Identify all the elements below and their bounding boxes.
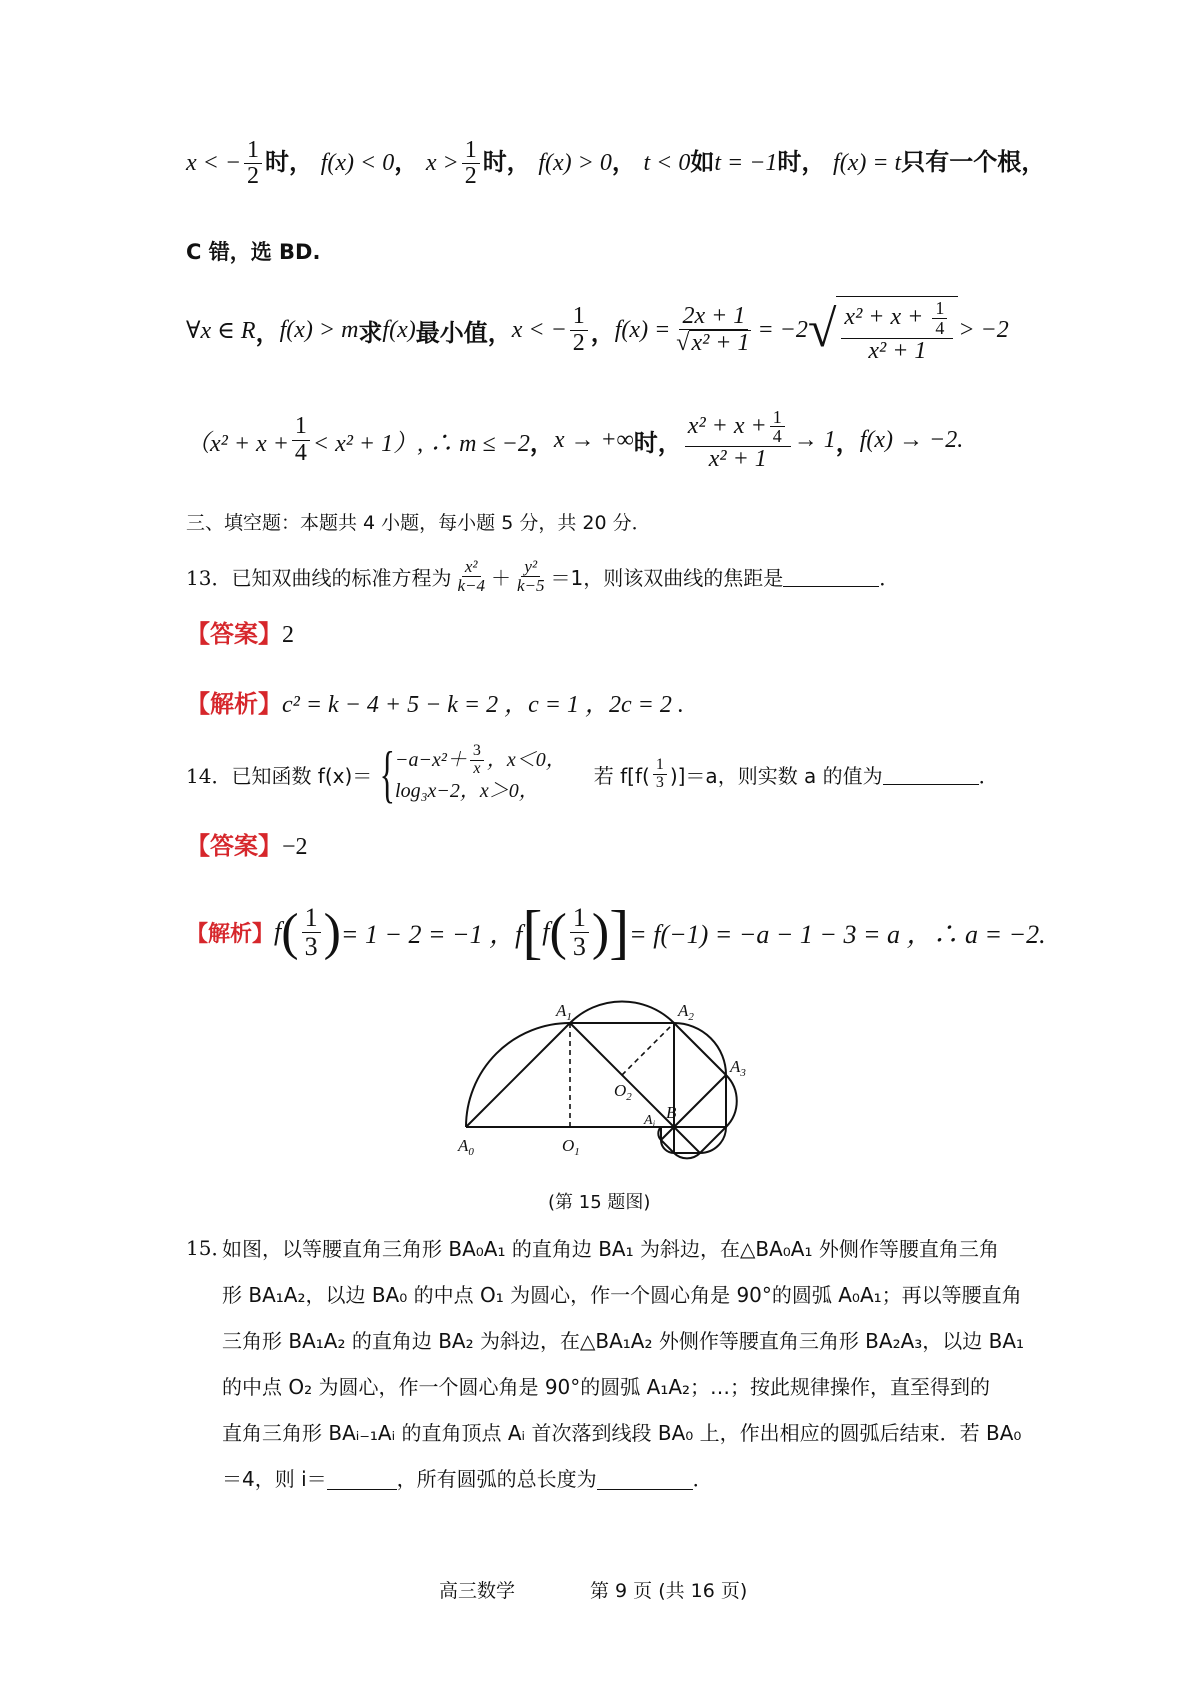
fraction-den: 3 [304, 931, 318, 961]
math-text: x → +∞ [553, 426, 634, 453]
fraction-num: 1 [244, 138, 262, 164]
label-a3: $A_3$ [730, 1057, 746, 1079]
q15-line: 形 BA₁A₂，以边 BA₀ 的中点 O₁ 为圆心，作一个圆心角是 90°的圆弧 A₀A₁；再以等腰直角 [222, 1283, 1022, 1307]
math-text: x > [425, 150, 459, 177]
label-o2: $O_2$ [614, 1081, 632, 1103]
fraction-num: 1 [292, 414, 310, 440]
fraction [770, 408, 785, 447]
math-text: −a−x²＋ [395, 749, 467, 771]
math-text: f(x) → −2. [859, 426, 964, 453]
math-text: = 1 − 2 = −1 ，f [340, 919, 523, 949]
case-1 [395, 743, 566, 778]
q13-analysis [186, 684, 684, 719]
fraction-num: 1 [462, 138, 480, 164]
segment-a5-b [674, 1127, 700, 1153]
text: ， [835, 428, 860, 457]
fraction-num [685, 408, 791, 448]
question-13 [186, 546, 899, 606]
fraction [462, 138, 480, 189]
question-text: 若 f[f( [593, 763, 650, 788]
prev-line-2: C 错，选 BD. [186, 240, 321, 264]
fraction [244, 138, 262, 189]
question-number: 14． [186, 763, 232, 788]
q15-line: 三角形 BA₁A₂ 的直角边 BA₂ 为斜边，在△BA₁A₂ 外侧作等腰直角三角形 BA₂A₃，以边 BA₁ [222, 1329, 1025, 1353]
fraction-num: 1 [302, 904, 321, 932]
math-text: x² + x + [687, 412, 767, 439]
fraction [570, 304, 588, 355]
math-text: x < − [186, 150, 242, 177]
fraction-num: 2x + 1 [679, 304, 748, 330]
answer-blank[interactable] [783, 566, 879, 587]
text: ． [692, 1467, 713, 1491]
question-text: )]＝a，则实数 a 的值为 [669, 763, 883, 788]
footer-page: 第 9 页 (共 16 页) [590, 1580, 748, 1602]
sqrt-content: x² + 1 [691, 330, 750, 356]
fraction-den: x [473, 760, 481, 777]
fraction [302, 904, 321, 960]
segment-a0-a1 [466, 1023, 570, 1127]
text: ． [879, 565, 900, 590]
fraction-den: k−4 [457, 575, 485, 595]
fraction [653, 757, 667, 792]
fraction-den: √x² + 1 [676, 330, 750, 356]
text: ， [529, 428, 554, 457]
analysis-tag: 【解析】 [186, 921, 275, 947]
prev-line-4 [186, 400, 963, 480]
q14-analysis [186, 888, 1046, 976]
math-text: t < 0 [643, 150, 691, 177]
figure-15 [450, 990, 770, 1175]
text: 时， [265, 148, 314, 177]
fraction-den: 2 [572, 329, 585, 356]
paren-close: ) [591, 903, 610, 961]
fraction-den: 4 [772, 426, 782, 447]
piecewise-function [372, 738, 566, 809]
fraction [841, 299, 953, 364]
math-text: f(x) > 0 [538, 150, 612, 177]
arc-a1-a2 [570, 1001, 674, 1023]
text: ，所有圆弧的总长度为 [396, 1467, 597, 1491]
question-text: 已知双曲线的标准方程为 [231, 565, 452, 590]
prev-line-3 [186, 282, 1009, 378]
answer-tag: 【答案】 [186, 832, 282, 860]
text: ， [394, 148, 419, 177]
text: 时， [482, 148, 531, 177]
label-a0: $A_0$ [458, 1136, 474, 1158]
fraction [685, 408, 791, 473]
fraction [470, 743, 484, 778]
paren-close: ) [323, 903, 341, 961]
question-text: 已知函数 f(x)＝ [231, 763, 373, 788]
q15-line [222, 1456, 1042, 1502]
math-text: x² + x + [844, 303, 930, 330]
math-text: ＋ [490, 565, 511, 590]
label-b: B [666, 1103, 677, 1122]
segment-a3-b [674, 1075, 726, 1127]
analysis-text: c² = k − 4 + 5 − k = 2 ，c = 1 ，2c = 2 . [282, 692, 684, 718]
text: ， [590, 318, 615, 347]
footer-subject: 高三数学 [439, 1580, 516, 1602]
paren-open: ( [281, 903, 299, 961]
text: ， [255, 318, 280, 347]
answer-blank-i[interactable] [327, 1469, 397, 1490]
q15-line: 如图，以等腰直角三角形 BA₀A₁ 的直角边 BA₁ 为斜边，在△BA₀A₁ 外侧作等腰直角三角 [222, 1237, 999, 1261]
answer-blank-length[interactable] [597, 1469, 693, 1490]
segment-a7-b [661, 1127, 674, 1140]
math-text: ∀x ∈ R [186, 317, 256, 344]
q14-answer [186, 826, 308, 861]
section-heading: 三、填空题：本题共 4 小题，每小题 5 分，共 20 分． [186, 512, 651, 534]
fraction [292, 414, 310, 465]
fraction [673, 304, 754, 356]
text: 求 [358, 318, 383, 347]
analysis-tag: 【解析】 [186, 690, 282, 718]
fraction [932, 299, 947, 338]
fraction-den: 3 [572, 931, 586, 961]
text: 时， [777, 148, 826, 177]
text: ， [611, 148, 636, 177]
cases [395, 743, 566, 805]
math-text: f [542, 917, 550, 946]
fraction [570, 904, 589, 960]
fraction-num: 1 [653, 757, 667, 775]
fraction-den: k−5 [516, 575, 545, 595]
fraction-num: 1 [932, 299, 947, 319]
text: 最小值， [415, 318, 512, 347]
label-a1: $A_1$ [556, 1001, 572, 1023]
fraction-num: 1 [570, 904, 589, 932]
q15-line: 直角三角形 BAᵢ₋₁Aᵢ 的直角顶点 Aᵢ 首次落到线段 BA₀ 上，作出相应的圆弧后结束．若 BA₀ [222, 1421, 1022, 1445]
math-text: （x² + x + [186, 430, 289, 457]
fraction-num: y² [521, 558, 540, 577]
q13-answer [186, 614, 294, 649]
math-text: = −2 [757, 316, 808, 343]
label-o1: $O_1$ [562, 1136, 580, 1158]
text: 只有一个根， [901, 148, 1046, 177]
fraction-den: 4 [935, 317, 945, 338]
sqrt-content [836, 296, 958, 364]
math-text: f(x) < 0 [320, 150, 395, 177]
bracket-close: ] [609, 898, 630, 965]
prev-line-1 [186, 138, 1045, 189]
text: ． [978, 763, 999, 788]
label-ai: $A_i$ [644, 1113, 656, 1129]
arc-a3-a4 [726, 1075, 737, 1127]
segment-o2-a2 [622, 1023, 674, 1075]
math-text: f(x) > m [279, 316, 359, 343]
math-text: t = −1 [714, 150, 778, 177]
q15-number: 15． [186, 1236, 232, 1260]
sqrt-sign: √ [807, 301, 837, 358]
bracket-open: [ [522, 898, 543, 965]
math-text: f(x) = [614, 316, 671, 343]
figure-caption: (第 15 题图) [548, 1192, 651, 1213]
math-text: f(x) = t [833, 150, 902, 177]
question-text: ＝1，则该双曲线的焦距是 [550, 565, 784, 590]
answer-value: 2 [282, 622, 294, 648]
q15-line: 的中点 O₂ 为圆心，作一个圆心角是 90°的圆弧 A₁A₂；…；按此规律操作，直至得到的 [222, 1375, 991, 1399]
answer-value: −2 [282, 834, 308, 860]
fraction-den: 2 [464, 163, 477, 190]
math-text: > −2 [958, 316, 1009, 343]
answer-blank[interactable] [883, 764, 979, 785]
fraction-den: x² + 1 [708, 446, 767, 473]
question-15 [222, 1226, 1042, 1502]
answer-tag: 【答案】 [186, 620, 282, 648]
math-text: f [274, 917, 282, 946]
fraction-den: 4 [294, 439, 307, 466]
fraction-num: 3 [470, 743, 484, 761]
text: ＝4，则 i＝ [222, 1467, 327, 1491]
math-text: = f(−1) = −a − 1 − 3 = a ，∴ a = −2. [629, 919, 1046, 949]
text: 如 [690, 148, 715, 177]
fraction-den: x² + 1 [868, 337, 927, 364]
math-text: ，x＜0， [486, 749, 566, 771]
paren-open: ( [549, 903, 567, 961]
label-a2: $A_2$ [678, 1001, 694, 1023]
brace-symbol: { [379, 738, 396, 809]
fraction-den: 3 [655, 773, 664, 791]
fraction-num: 1 [570, 304, 588, 330]
case-2: log₃x−2，x＞0， [395, 779, 539, 802]
fraction-num: x² [462, 558, 481, 577]
question-number: 13． [186, 565, 232, 590]
math-text: < x² + 1）, ∴ m ≤ −2 [312, 430, 530, 457]
text: 时， [633, 428, 682, 457]
math-text: f(x) [382, 316, 416, 343]
fraction-num [841, 299, 953, 339]
fraction-den: 2 [247, 163, 260, 190]
fraction-num: 1 [770, 408, 785, 428]
math-text: → 1 [793, 426, 836, 453]
fraction [514, 558, 548, 595]
fraction [454, 558, 488, 595]
math-text: x < − [511, 316, 567, 343]
question-14 [186, 730, 999, 818]
